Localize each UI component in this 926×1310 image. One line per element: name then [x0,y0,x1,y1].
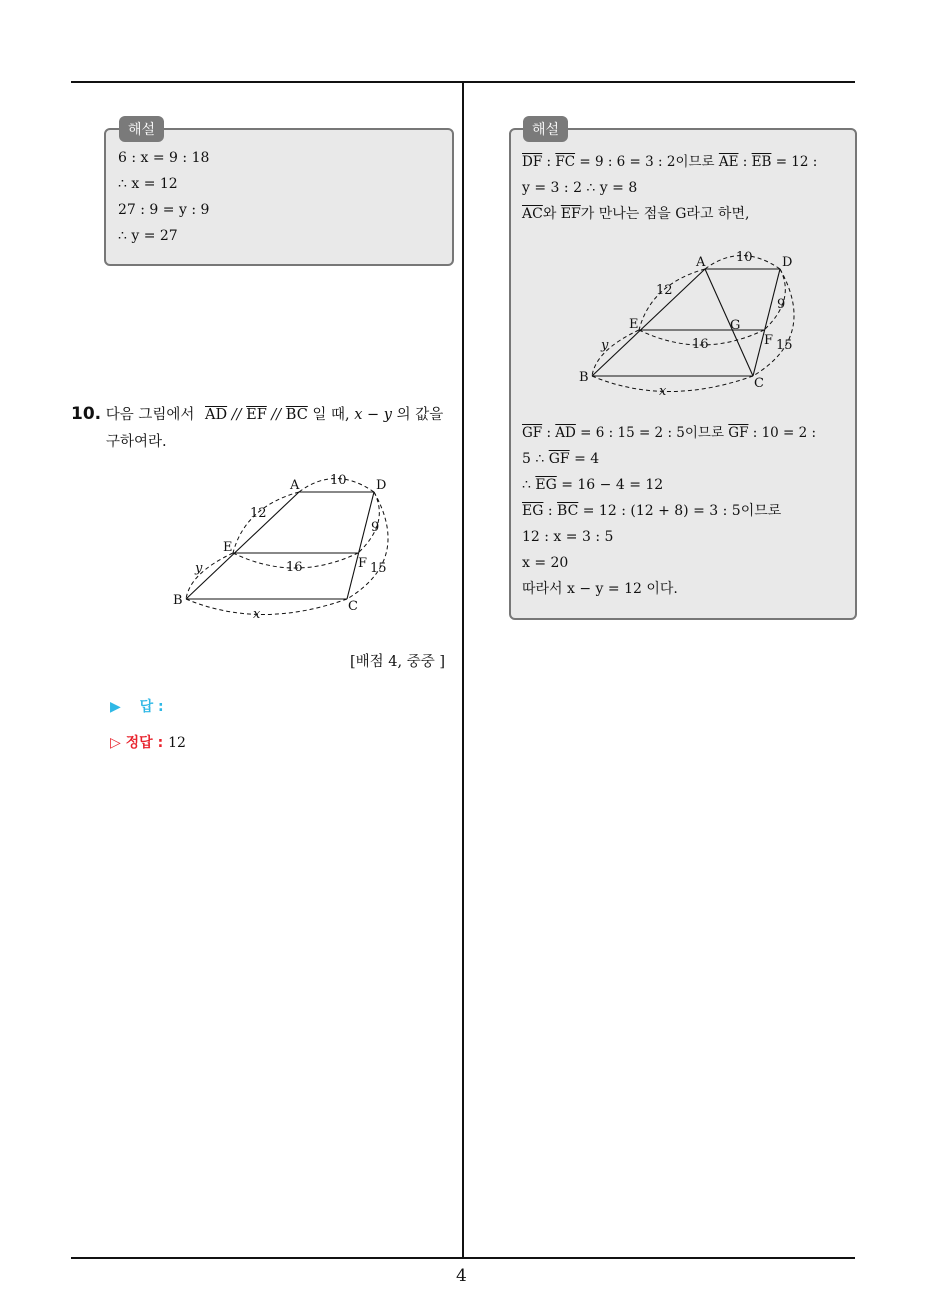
fig2-label-12: 12 [656,283,673,298]
right-expl-line-2: y = 3 : 2 ∴ y = 8 [522,180,638,196]
parallel-symbol-2: // [271,407,282,423]
fig-label-c: C [348,599,358,614]
right-expl-line-9: x = 20 [522,555,569,571]
fig2-label-f: F [764,333,774,348]
seg-gf-2: $\overline{GF}$ [728,425,749,441]
eg-value: = 16 − 4 = 12 [556,477,664,493]
question-text [71,403,461,424]
fig-label-d: D [376,478,387,493]
seg-bc-r: $\overline{BC}$ [557,503,579,519]
left-explanation-tag: 해설 [119,116,164,142]
question-text-line-2: 구하여라. [106,434,167,450]
fig2-label-e: E [629,317,639,332]
question-figure [160,465,400,625]
answer-row [110,696,164,716]
answer-arrow-icon: ▶ [110,699,121,715]
question-number: 10. [71,404,102,424]
right-expl-line-7 [522,502,781,520]
explanation-figure [566,242,806,402]
right-expl-line-4 [522,424,816,442]
parallel-symbol-1: // [231,407,242,423]
fig-label-x: x [253,607,261,622]
correct-arrow-icon: ▷ [110,735,121,751]
left-explanation-box [104,128,454,266]
seg-ac: $\overline{AC}$ [522,206,543,222]
fig-label-16: 16 [286,560,303,575]
left-explanation-line-2: ∴ x = 12 [118,176,178,192]
seg-ef-r: $\overline{EF}$ [560,206,581,222]
fig-line-dc [347,492,374,599]
fig-line-ab [186,492,299,599]
left-explanation-line-4: ∴ y = 27 [118,228,178,244]
ratio-text-3: = 12 : (12 + 8) = 3 : 5이므로 [578,503,782,519]
ratio-text-2-end: : 10 = 2 : [748,425,817,441]
fig-label-b: B [173,593,183,608]
right-expl-line-6 [522,476,663,494]
fig-label-a: A [290,478,300,493]
fig2-label-g: G [730,318,741,333]
fig-line-ac [705,269,753,376]
fig-label-f: F [358,556,368,571]
therefore-6: ∴ [522,477,536,493]
intersect-text: 가 만나는 점을 G라고 하면, [580,206,750,222]
left-explanation-line-1: 6 : x = 9 : 18 [118,150,210,166]
fig2-label-9: 9 [777,297,786,312]
therefore-5: 5 ∴ [522,451,549,467]
correct-value: 12 [168,735,186,751]
question-text-post: 의 값을 [396,407,444,423]
right-expl-line-10: 따라서 x − y = 12 이다. [522,581,678,597]
ratio-text-end: = 12 : [771,154,818,170]
segment-ef: $\overline{EF}$ [246,407,267,423]
fig-label-12: 12 [250,506,267,521]
left-explanation-line-3: 27 : 9 = y : 9 [118,202,210,218]
right-expl-line-8: 12 : x = 3 : 5 [522,529,614,545]
fig-arc-dc [347,492,388,599]
seg-eg: $\overline{EG}$ [535,477,557,493]
ratio-text: = 9 : 6 = 3 : 2이므로 [575,154,719,170]
conj: 와 [542,206,561,222]
seg-gf-3: $\overline{GF}$ [548,451,570,467]
fig-label-y: y [195,561,203,576]
seg-ae: $\overline{AE}$ [718,154,739,170]
fig-label-9: 9 [371,520,380,535]
fig2-label-y: y [601,338,609,353]
fig2-label-15: 15 [776,338,793,353]
bottom-rule [71,1257,855,1259]
colon: : [738,154,752,170]
fig2-label-16: 16 [692,337,709,352]
fig2-label-a: A [696,255,706,270]
right-explanation-tag: 해설 [523,116,568,142]
question-text-mid: 일 때, [312,407,350,423]
question-expression: x − y [354,407,392,423]
correct-label: 정답 : [125,735,164,751]
score-info: [배점 4, 중중 ] [350,654,446,670]
answer-label: 답 : [139,699,164,715]
fig2-label-d: D [782,255,793,270]
fig-label-10: 10 [330,473,347,488]
colon: : [542,154,556,170]
seg-fc: $\overline{FC}$ [555,154,576,170]
ratio-text-2: = 6 : 15 = 2 : 5이므로 [575,425,729,441]
question-text-pre: 다음 그림에서 [105,407,195,423]
right-explanation-box [509,128,857,620]
correct-answer-row [110,732,186,752]
fig2-label-x: x [659,384,667,399]
fig-label-15: 15 [370,561,387,576]
seg-ad-r: $\overline{AD}$ [555,425,576,441]
right-expl-line-3 [522,205,749,223]
seg-eb: $\overline{EB}$ [751,154,772,170]
fig-label-e: E [223,540,233,555]
segment-ad: $\overline{AD}$ [205,407,228,423]
seg-eg-2: $\overline{EG}$ [522,503,544,519]
colon: : [542,425,556,441]
seg-df: $\overline{DF}$ [522,154,543,170]
right-expl-line-1 [522,153,817,171]
colon: : [543,503,558,519]
page-number: 4 [456,1266,467,1286]
right-expl-line-5 [522,450,599,468]
seg-gf: $\overline{GF}$ [522,425,543,441]
fig2-label-10: 10 [736,250,753,265]
fig2-label-b: B [579,370,589,385]
fig-arc-bc [186,599,347,615]
gf-value: = 4 [569,451,600,467]
segment-bc: $\overline{BC}$ [285,407,308,423]
fig2-label-c: C [754,376,764,391]
column-divider [462,82,464,1258]
